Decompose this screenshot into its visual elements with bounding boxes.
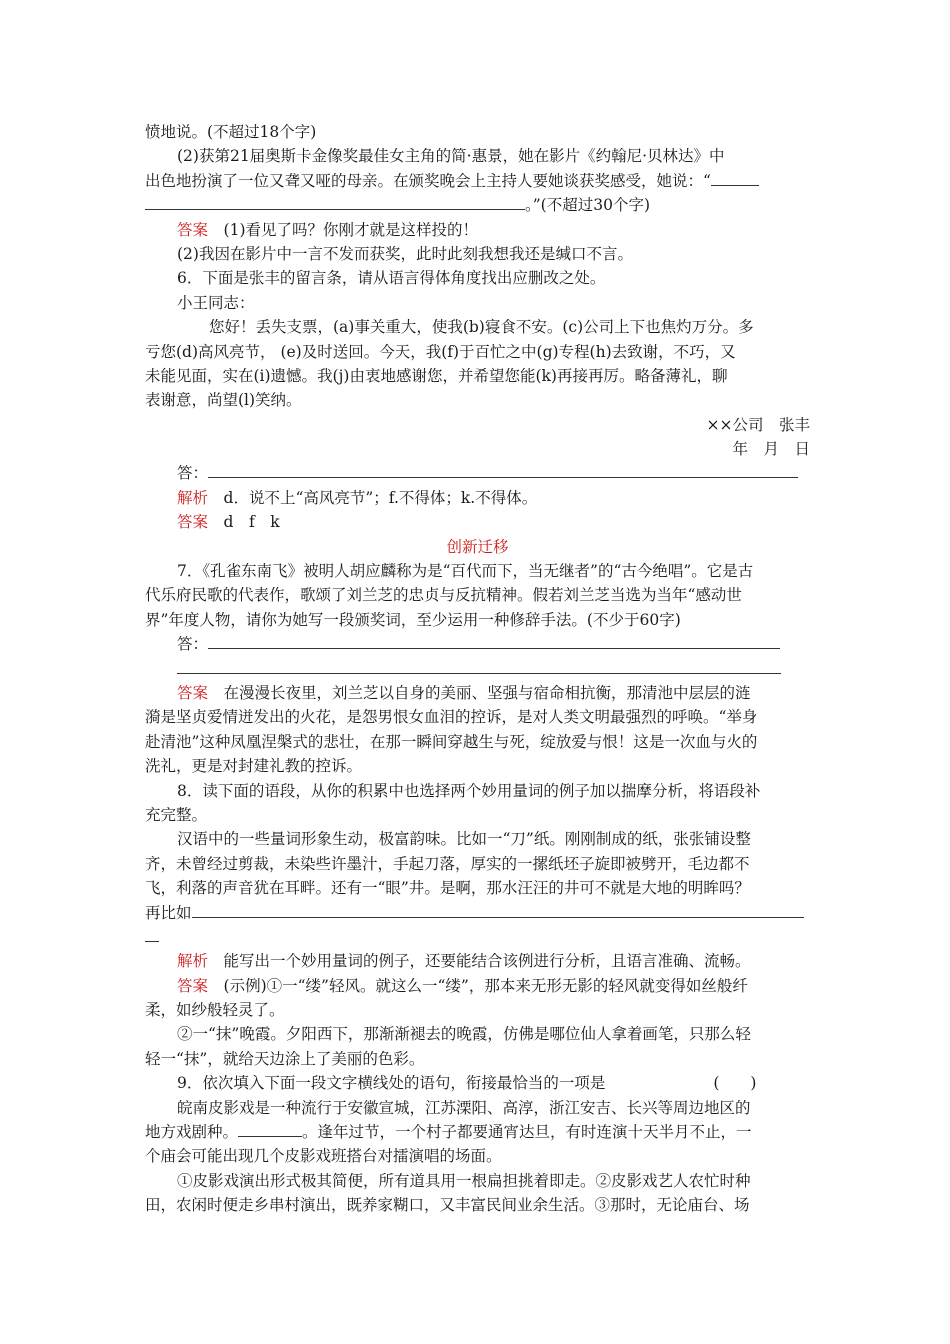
q6-body-1: 您好！丢失支票，(a)事关重大，使我(b)寝食不安。(c)公司上下也焦灼万分。多: [209, 318, 754, 337]
q8-para-2: 齐，未曾经过剪裁，未染些许墨汁，手起刀落，厚实的一摞纸坯子旋即被劈开，毛边都不: [145, 854, 750, 873]
q7-answer-field-2[interactable]: [177, 659, 781, 674]
q5-part2-line3-end: 。”(不超过30个字): [525, 196, 650, 215]
q7-stem-3: 界”年度人物，请你为她写一段颁奖词，至少运用一种修辞手法。(不少于60字): [145, 610, 681, 629]
q8-answer-field-tail[interactable]: [145, 927, 159, 942]
q6-answer: d f k: [223, 513, 280, 532]
q6-salutation: 小王同志：: [177, 293, 255, 312]
q5-answer-label: 答案: [177, 220, 209, 239]
q6-date: 年 月 日: [732, 440, 810, 459]
q7-answer-prompt: 答：: [177, 635, 209, 654]
q9-para-3: 个庙会可能出现几个皮影戏班搭台对擂演唱的场面。: [145, 1147, 502, 1166]
q8-answer-field[interactable]: [192, 903, 804, 918]
q5-part2-line2: [145, 169, 810, 193]
q5-blank-b[interactable]: [145, 195, 525, 210]
q9-para-1: 皖南皮影戏是一种流行于安徽宣城，江苏溧阳、高淳，浙江安吉、长兴等周边地区的: [177, 1098, 751, 1117]
q6-body-4: 表谢意，尚望(l)笑纳。: [145, 391, 302, 410]
q7-answer-field-1[interactable]: [208, 634, 780, 649]
q8-stem-2: 充完整。: [145, 805, 208, 824]
q5-line-top: 愤地说。(不超过18个字): [145, 123, 317, 141]
q6-answer-prompt: 答：: [177, 464, 209, 483]
q8-answer-4: 轻一“抹”，就给天边涂上了美丽的色彩。: [145, 1049, 425, 1068]
q7-answer-prompt-line: [145, 632, 810, 656]
q8-analysis-line: [145, 949, 810, 973]
q5-answer-1: (1)看见了吗？你刚才就是这样投的！: [223, 220, 478, 239]
q8-para-3: 飞，利落的声音犹在耳畔。还有一“眼”井。是啊，那水汪汪的井可不就是大地的明眸吗？: [145, 879, 750, 898]
q8-answer-2: 柔，如纱般轻灵了。: [145, 1001, 285, 1020]
q6-body-2: 亏您(d)高风亮节， (e)及时送回。今天，我(f)于百忙之中(g)专程(h)去致谢，不巧，又: [145, 342, 736, 361]
q7-stem-2: 代乐府民歌的代表作，歌颂了刘兰芝的忠贞与反抗精神。假若刘兰芝当选为当年“感动世: [145, 586, 742, 605]
q8-answer-1: (示例)①一“缕”轻风。就这么一“缕”，那本来无形无影的轻风就变得如丝般纤: [223, 976, 748, 995]
q6-signature: ××公司 张丰: [706, 415, 810, 434]
q9-opt-1: ①皮影戏演出形式极其简便，所有道具用一根扁担挑着即走。②皮影戏艺人农忙时种: [177, 1171, 751, 1190]
q5-part2-line1: (2)获第21届奥斯卡金像奖最佳女主角的简·惠景，她在影片《约翰尼·贝林达》中: [177, 147, 725, 166]
q8-analysis: 能写出一个妙用量词的例子，还要能结合该例进行分析，且语言准确、流畅。: [223, 952, 751, 971]
q6-answer-field[interactable]: [208, 463, 798, 478]
q6-answer-prompt-line: [145, 461, 810, 485]
q6-answer-line: [145, 510, 810, 534]
q8-answer-3: ②一“抹”晚霞。夕阳西下，那渐渐褪去的晚霞，仿佛是哪位仙人拿着画笔，只那么轻: [177, 1025, 751, 1044]
q8-para-4: 再比如: [145, 903, 192, 922]
q9-blank[interactable]: [238, 1122, 302, 1137]
q8-para-4-line: [145, 901, 810, 925]
q8-analysis-label: 解析: [177, 952, 209, 971]
q5-part2-line2-text: 出色地扮演了一位又聋又哑的母亲。在颁奖晚会上主持人要她谈获奖感受，她说：“: [145, 171, 711, 190]
q7-answer-blank-line: [145, 657, 810, 681]
q6-analysis: d．说不上“高风亮节”；f.不得体；k.不得体。: [223, 488, 538, 507]
q9-stem-line: [145, 1071, 810, 1095]
q9-stem: 9．依次填入下面一段文字横线处的语句，衔接最恰当的一项是: [177, 1074, 606, 1093]
q9-opt-2: 田，农闲时便走乡串村演出，既养家糊口，又丰富民间业余生活。③那时，无论庙台、场: [145, 1196, 750, 1215]
q6-stem: 6．下面是张丰的留言条，请从语言得体角度找出应删改之处。: [177, 269, 606, 288]
q8-answer-line1: [145, 974, 810, 998]
q7-answer-3: 赴清池”这种凤凰涅槃式的悲壮，在那一瞬间穿越生与死，绽放爱与恨！这是一次血与火的: [145, 732, 758, 751]
q6-answer-label: 答案: [177, 513, 209, 532]
q7-answer-1: 在漫漫长夜里，刘兰芝以自身的美丽、坚强与宿命相抗衡，那清池中层层的涟: [223, 683, 751, 702]
q5-answer-line1: [145, 218, 810, 242]
q5-part2-line3: [145, 193, 810, 217]
q7-answer-label: 答案: [177, 683, 209, 702]
q9-para-2-end: 。逢年过节，一个村子都要通宵达旦，有时连演十天半月不止，一: [302, 1123, 752, 1142]
q7-answer-2: 漪是坚贞爱情迸发出的火花，是怨男恨女血泪的控诉，是对人类文明最强烈的呼唤。“举身: [145, 708, 758, 727]
document-page: [145, 120, 810, 1218]
q8-stem-1: 8．读下面的语段，从你的积累中也选择两个妙用量词的例子加以揣摩分析，将语段补: [177, 781, 761, 800]
q6-analysis-line: [145, 486, 810, 510]
q9-answer-bracket[interactable]: ( ): [713, 1074, 757, 1093]
q8-answer-label: 答案: [177, 976, 209, 995]
q9-para-2-start: 地方戏剧种。: [145, 1123, 239, 1142]
q5-answer-2: (2)我因在影片中一言不发而获奖，此时此刻我想我还是缄口不言。: [177, 244, 633, 263]
q7-stem-1: 7．《孔雀东南飞》被明人胡应麟称为是“百代而下，当无继者”的“古今绝唱”。它是古: [177, 562, 754, 581]
q7-answer-4: 洗礼，更是对封建礼教的控诉。: [145, 757, 363, 776]
section-title: 创新迁移: [446, 537, 509, 556]
q6-analysis-label: 解析: [177, 488, 209, 507]
q7-answer-line1: [145, 681, 810, 705]
q8-para-1: 汉语中的一些量词形象生动，极富韵味。比如一“刀”纸。刚刚制成的纸，张张铺设整: [177, 830, 751, 849]
q5-blank-a[interactable]: [711, 171, 759, 186]
q9-para-2: [145, 1120, 810, 1144]
q8-answer-field-tail-line: [145, 925, 810, 949]
q6-body-3: 未能见面，实在(i)遗憾。我(j)由衷地感谢您，并希望您能(k)再接再厉。略备薄礼，聊: [145, 366, 728, 385]
